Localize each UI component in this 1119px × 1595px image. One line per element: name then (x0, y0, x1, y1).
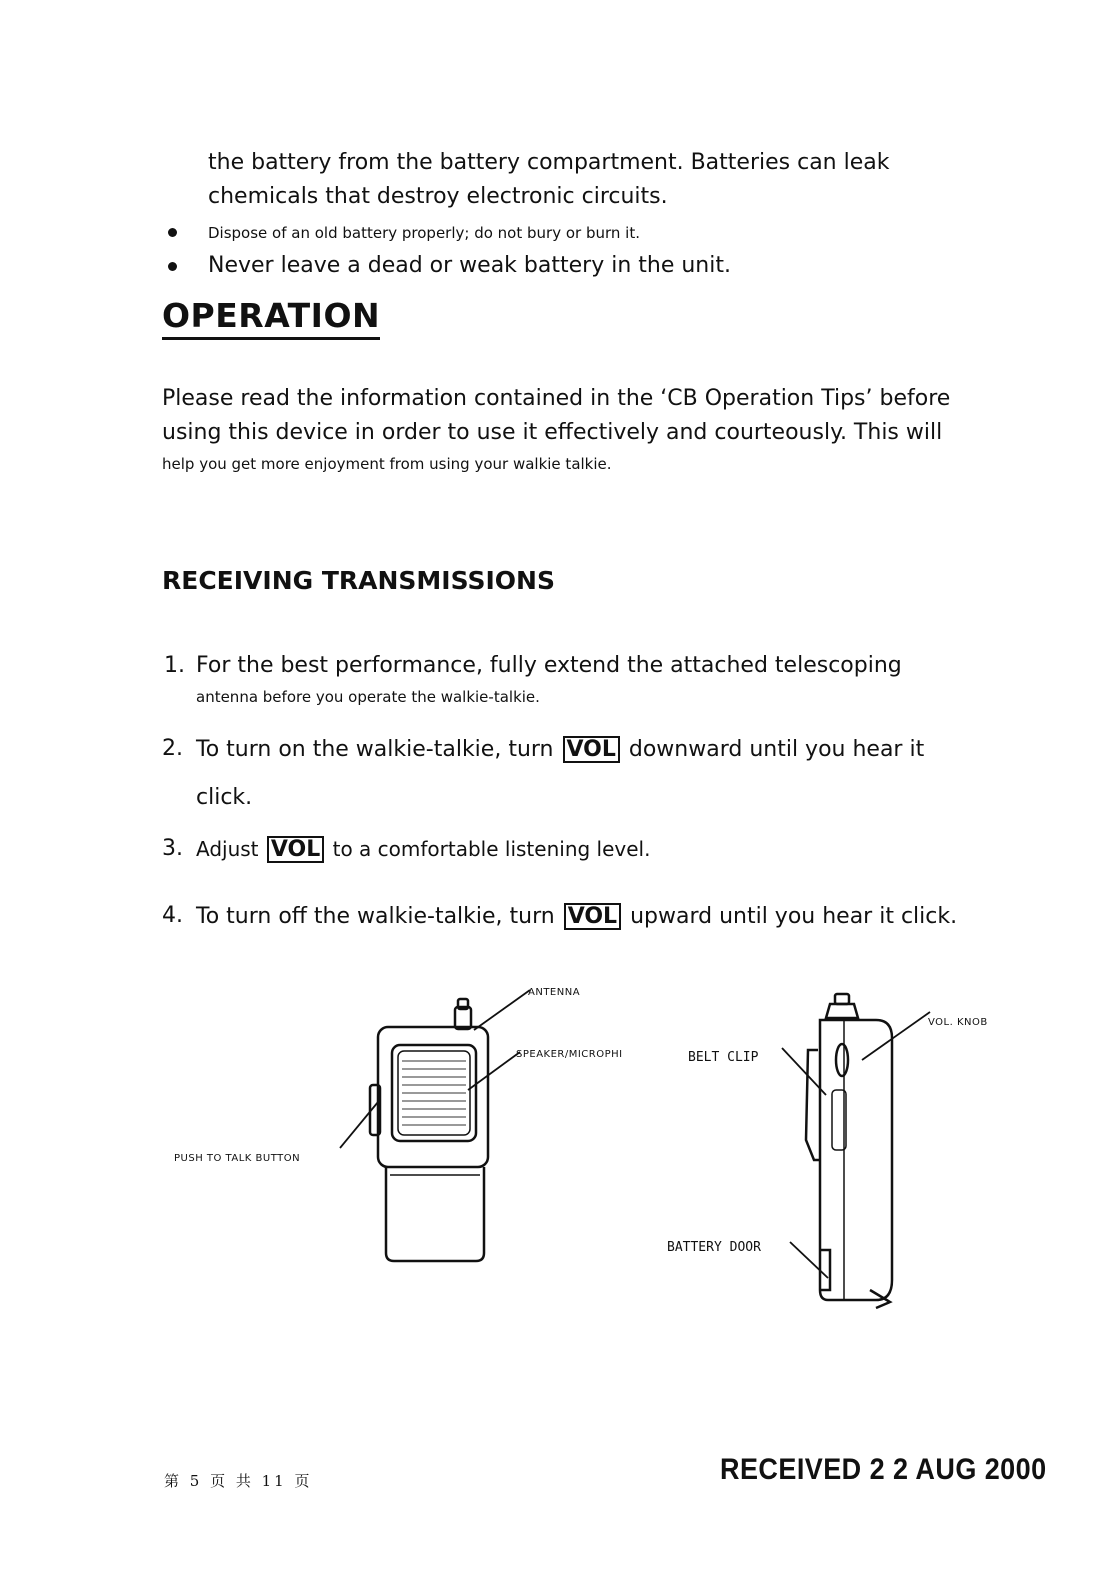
step-2-before: To turn on the walkie-talkie, turn (196, 737, 554, 762)
vol-box: VOL (564, 903, 621, 930)
receiving-heading: RECEIVING TRANSMISSIONS (162, 566, 555, 595)
bullet-icon (168, 228, 177, 237)
label-push-to-talk: PUSH TO TALK BUTTON (174, 1153, 301, 1164)
label-speaker-microphone: SPEAKER/MICROPHI (516, 1049, 623, 1060)
step-4-before: To turn off the walkie-talkie, turn (196, 904, 555, 929)
page-number: 第 5 页 共 11 页 (164, 1472, 313, 1490)
bullet-dispose: Dispose of an old battery properly; do not bury or burn it. (208, 224, 640, 242)
vol-box: VOL (267, 836, 324, 863)
step-3-before: Adjust (196, 837, 259, 861)
bullet-icon (168, 262, 177, 271)
step-number: 4. (162, 903, 183, 928)
step-4-line (196, 903, 957, 930)
received-stamp: RECEIVED 2 2 AUG 2000 (720, 1453, 1047, 1486)
step-number: 3. (162, 836, 183, 861)
step-4-after: upward until you hear it click. (630, 904, 958, 929)
label-battery-door: BATTERY DOOR (667, 1240, 761, 1255)
walkie-talkie-side-illustration (780, 990, 920, 1320)
step-2-line-2: click. (196, 785, 253, 810)
intro-line-2: chemicals that destroy electronic circuits. (208, 184, 668, 209)
walkie-talkie-front-illustration (330, 985, 530, 1285)
operation-para-line-1: Please read the information contained in the ‘CB Operation Tips’ before (162, 386, 951, 411)
step-number: 2. (162, 736, 183, 761)
bullet-dead-battery: Never leave a dead or weak battery in the unit. (208, 253, 731, 278)
label-belt-clip: BELT CLIP (688, 1050, 759, 1065)
step-2-line-1 (196, 736, 924, 763)
step-3-after: to a comfortable listening level. (332, 837, 651, 861)
label-vol-knob: VOL. KNOB (928, 1017, 988, 1028)
operation-para-line-2: using this device in order to use it effectively and courteously. This will (162, 420, 943, 445)
step-1-line-2: antenna before you operate the walkie-talkie. (196, 688, 540, 706)
intro-line-1: the battery from the battery compartment. Batteries can leak (208, 150, 890, 175)
operation-para-line-3: help you get more enjoyment from using your walkie talkie. (162, 455, 612, 473)
operation-heading: OPERATION (162, 297, 380, 340)
vol-box: VOL (563, 736, 620, 763)
step-3-line (196, 836, 650, 863)
step-number: 1. (164, 653, 185, 678)
label-antenna: ANTENNA (528, 987, 581, 998)
step-2-after: downward until you hear it (628, 737, 925, 762)
step-1-line-1: For the best performance, fully extend the attached telescoping (196, 653, 902, 678)
